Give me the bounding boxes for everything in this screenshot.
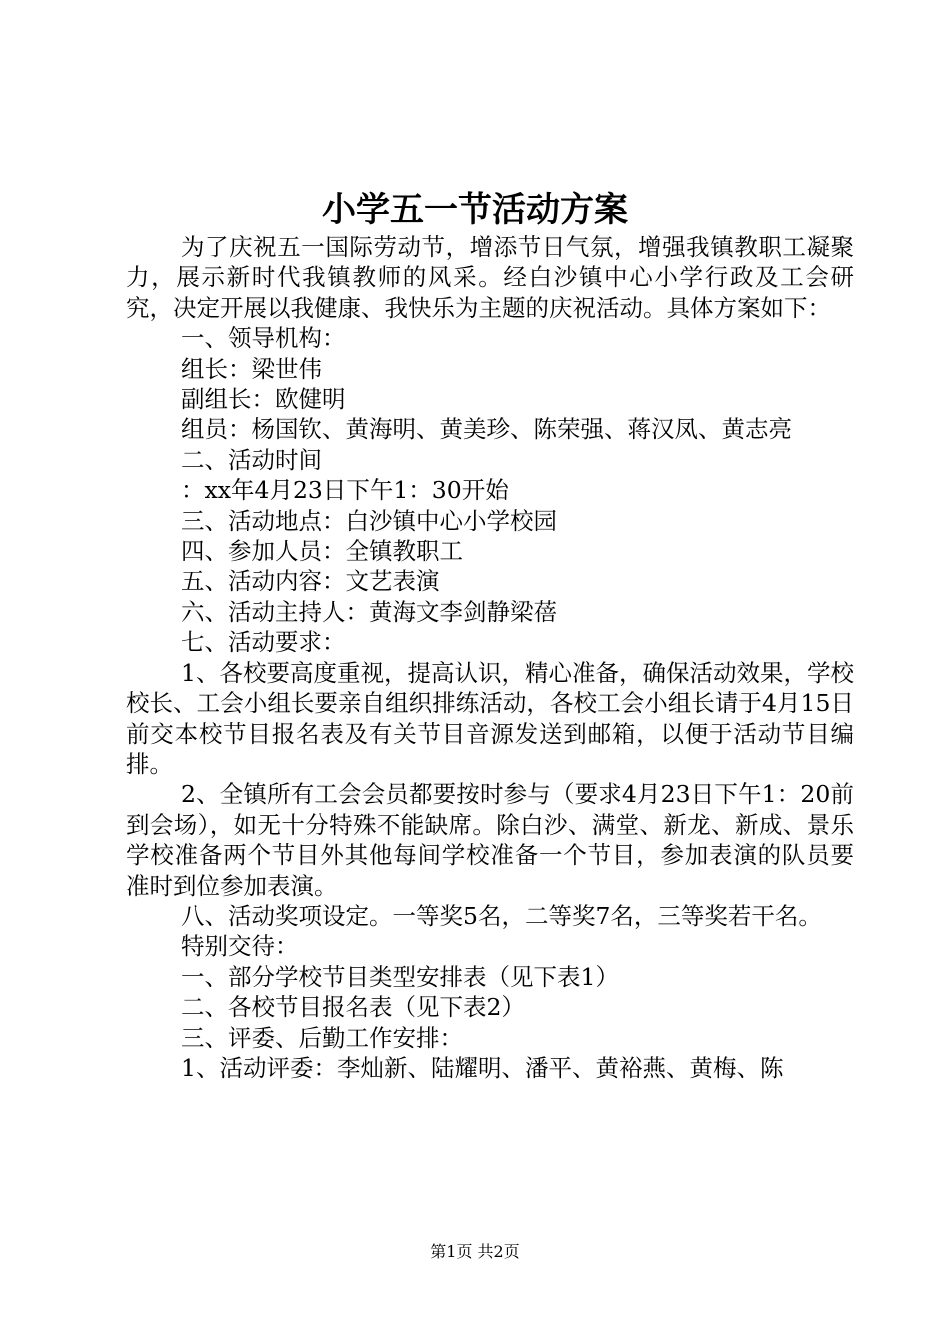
body-paragraph: 二、各校节目报名表（见下表2）: [181, 993, 525, 1022]
body-paragraph: 一、部分学校节目类型安排表（见下表1）: [181, 962, 619, 991]
body-paragraph: 三、评委、后勤工作安排：: [181, 1023, 463, 1052]
body-paragraph: 副组长：欧健明: [181, 385, 346, 414]
body-paragraph: 六、活动主持人：黄海文李剑静梁蓓: [181, 597, 557, 626]
body-paragraph: 为了庆祝五一国际劳动节，增添节日气氛，增强我镇教职工凝聚力，展示新时代我镇教师的风采。经白沙镇中心小学行政及工会研究，决定开展以我健康、我快乐为主题的庆祝活动。具体方案如下：: [126, 233, 854, 322]
body-paragraph: 1、活动评委：李灿新、陆耀明、潘平、黄裕燕、黄梅、陈: [181, 1053, 784, 1082]
body-paragraph: 五、活动内容：文艺表演: [181, 567, 440, 596]
page-title: 小学五一节活动方案: [322, 190, 628, 230]
body-paragraph: ：xx年4月23日下午1：30开始: [181, 476, 509, 505]
page-number-indicator: 第1页 共2页: [430, 1242, 520, 1261]
body-paragraph: 特别交待：: [181, 932, 299, 961]
body-paragraph: 三、活动地点：白沙镇中心小学校园: [181, 506, 557, 535]
document-body: [126, 232, 854, 1083]
body-paragraph: 八、活动奖项设定。一等奖5名，二等奖7名，三等奖若干名。: [181, 901, 822, 930]
body-paragraph: 1、各校要高度重视，提高认识，精心准备，确保活动效果，学校校长、工会小组长要亲自组织排练活动，各校工会小组长请于4月15日前交本校节目报名表及有关节目音源发送到邮箱，以便于活动节目编排。: [126, 658, 854, 778]
body-paragraph: 组长：梁世伟: [181, 354, 322, 383]
body-paragraph: 二、活动时间: [181, 445, 322, 474]
body-paragraph: 组员：杨国钦、黄海明、黄美珍、陈荣强、蒋汉凤、黄志亮: [181, 415, 792, 444]
body-paragraph: 四、参加人员：全镇教职工: [181, 537, 463, 566]
body-paragraph: 2、全镇所有工会会员都要按时参与（要求4月23日下午1：20前到会场），如无十分特殊不能缺席。除白沙、满堂、新龙、新成、景乐学校准备两个节目外其他每间学校准备一个节目，参加表演的队员要准时到位参加表演。: [126, 780, 854, 900]
page-footer: [0, 1241, 950, 1263]
body-paragraph: 一、领导机构：: [181, 324, 346, 353]
body-paragraph: 七、活动要求：: [181, 628, 346, 657]
